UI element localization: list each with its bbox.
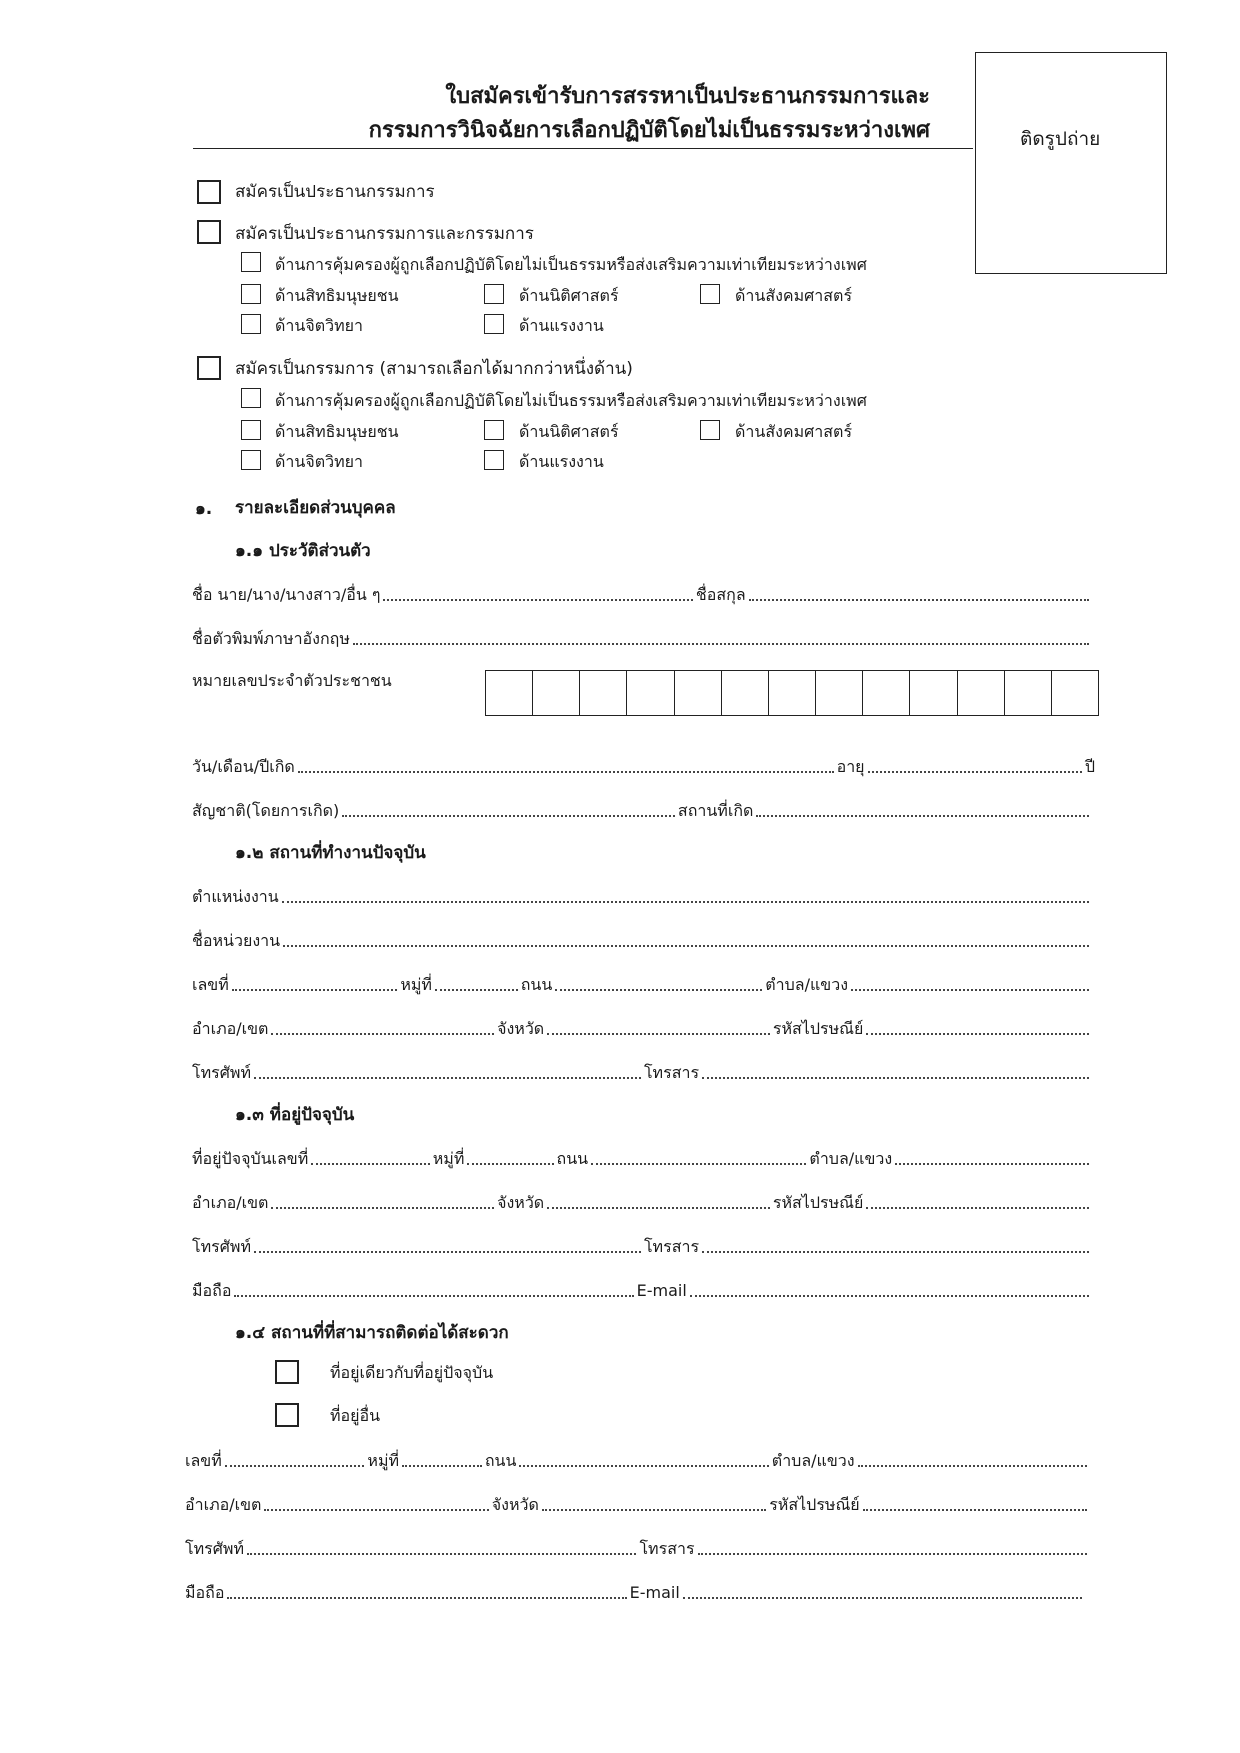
title-underline bbox=[193, 148, 973, 149]
same-address-label: ที่อยู่เดียวกับที่อยู่ปัจจุบัน bbox=[330, 1363, 494, 1382]
contact-district-label: อำเภอ/เขต bbox=[185, 1495, 262, 1514]
m-psychology-label: ด้านจิตวิทยา bbox=[275, 452, 363, 471]
id-digit-box[interactable] bbox=[533, 671, 580, 715]
home-phone-field[interactable] bbox=[254, 1251, 641, 1253]
home-phone-label: โทรศัพท์ bbox=[192, 1237, 251, 1256]
checkbox-m-psychology[interactable] bbox=[241, 450, 261, 470]
nationality-row bbox=[192, 800, 1092, 822]
work-province-field[interactable] bbox=[547, 1033, 770, 1035]
nationality-label: สัญชาติ(โดยการเกิด) bbox=[192, 801, 340, 820]
contact-province-label: จังหวัด bbox=[491, 1495, 539, 1514]
checkbox-m-law[interactable] bbox=[484, 420, 504, 440]
contact-phone-label: โทรศัพท์ bbox=[185, 1539, 244, 1558]
home-phone-row bbox=[192, 1236, 1092, 1258]
contact-road-field[interactable] bbox=[519, 1465, 768, 1467]
home-mobile-row bbox=[192, 1280, 1092, 1302]
birth-row bbox=[192, 756, 1095, 778]
id-digit-box[interactable] bbox=[627, 671, 674, 715]
m-protection-label: ด้านการคุ้มครองผู้ถูกเลือกปฏิบัติโดยไม่เป็นธรรมหรือส่งเสริมความเท่าเทียมระหว่างเพศ bbox=[275, 391, 867, 410]
contact-province-field[interactable] bbox=[542, 1509, 766, 1511]
cm-protection-label: ด้านการคุ้มครองผู้ถูกเลือกปฏิบัติโดยไม่เป็นธรรมหรือส่งเสริมความเท่าเทียมระหว่างเพศ bbox=[275, 255, 867, 274]
contact-mobile-field[interactable] bbox=[227, 1597, 626, 1599]
home-subdistrict-label: ตำบล/แขวง bbox=[809, 1149, 893, 1168]
section1-4-heading: ๑.๔ สถานที่ที่สามารถติดต่อได้สะดวก bbox=[235, 1323, 509, 1343]
checkbox-m-protection[interactable] bbox=[241, 388, 261, 408]
home-email-label: E-mail bbox=[636, 1281, 687, 1300]
id-digit-box[interactable] bbox=[722, 671, 769, 715]
id-number-label: หมายเลขประจำตัวประชาชน bbox=[192, 671, 392, 690]
cm-psychology-label: ด้านจิตวิทยา bbox=[275, 316, 363, 335]
id-digit-box[interactable] bbox=[769, 671, 816, 715]
contact-road-label: ถนน bbox=[484, 1451, 517, 1470]
checkbox-other-address[interactable] bbox=[275, 1403, 299, 1427]
work-address-row bbox=[192, 974, 1092, 996]
home-fax-label: โทรสาร bbox=[643, 1237, 700, 1256]
surname-label: ชื่อสกุล bbox=[695, 585, 746, 604]
work-district-field[interactable] bbox=[271, 1033, 494, 1035]
id-digit-box[interactable] bbox=[580, 671, 627, 715]
contact-fax-label: โทรสาร bbox=[639, 1539, 695, 1558]
nationality-field[interactable] bbox=[342, 815, 675, 817]
home-fax-field[interactable] bbox=[702, 1251, 1089, 1253]
checkbox-chair[interactable] bbox=[197, 180, 221, 204]
home-district-row bbox=[192, 1192, 1092, 1214]
contact-phone-row bbox=[185, 1538, 1090, 1560]
checkbox-cm-protection[interactable] bbox=[241, 252, 261, 272]
section1-3-heading: ๑.๓ ที่อยู่ปัจจุบัน bbox=[235, 1105, 355, 1125]
home-address-row bbox=[192, 1148, 1092, 1170]
id-digit-box[interactable] bbox=[1052, 671, 1098, 715]
contact-moo-label: หมู่ที่ bbox=[367, 1451, 400, 1470]
contact-number-field[interactable] bbox=[225, 1465, 365, 1467]
m-law-label: ด้านนิติศาสตร์ bbox=[519, 422, 619, 441]
home-subdistrict-field[interactable] bbox=[895, 1163, 1089, 1165]
checkbox-m-labour[interactable] bbox=[484, 450, 504, 470]
work-fax-label: โทรสาร bbox=[643, 1063, 700, 1082]
birth-date-field[interactable] bbox=[298, 771, 834, 773]
checkbox-same-address[interactable] bbox=[275, 1360, 299, 1384]
id-digit-box[interactable] bbox=[486, 671, 533, 715]
work-number-label: เลขที่ bbox=[192, 975, 229, 994]
home-district-label: อำเภอ/เขต bbox=[192, 1193, 269, 1212]
english-name-field[interactable] bbox=[353, 643, 1089, 645]
contact-email-field[interactable] bbox=[683, 1597, 1082, 1599]
checkbox-cm-psychology[interactable] bbox=[241, 314, 261, 334]
age-field[interactable] bbox=[868, 771, 1082, 773]
section1-number: ๑. bbox=[195, 499, 213, 519]
cm-social-label: ด้านสังคมศาสตร์ bbox=[735, 286, 853, 305]
home-number-field[interactable] bbox=[311, 1163, 429, 1165]
home-postcode-field[interactable] bbox=[866, 1207, 1089, 1209]
checkbox-m-social[interactable] bbox=[700, 420, 720, 440]
section1-1-heading: ๑.๑ ประวัติส่วนตัว bbox=[235, 541, 371, 561]
work-district-row bbox=[192, 1018, 1092, 1040]
option-chair-member-label: สมัครเป็นประธานกรรมการและกรรมการ bbox=[235, 224, 534, 244]
work-moo-label: หมู่ที่ bbox=[400, 975, 432, 994]
work-moo-field[interactable] bbox=[435, 989, 518, 991]
name-row bbox=[192, 584, 1092, 606]
agency-row bbox=[192, 930, 1092, 952]
age-label: อายุ bbox=[836, 757, 865, 776]
checkbox-cm-social[interactable] bbox=[700, 284, 720, 304]
contact-postcode-label: รหัสไปรษณีย์ bbox=[769, 1495, 860, 1514]
contact-district-row bbox=[185, 1494, 1090, 1516]
work-postcode-label: รหัสไปรษณีย์ bbox=[772, 1019, 864, 1038]
work-phone-label: โทรศัพท์ bbox=[192, 1063, 251, 1082]
cm-law-label: ด้านนิติศาสตร์ bbox=[519, 286, 619, 305]
home-mobile-label: มือถือ bbox=[192, 1281, 232, 1300]
contact-postcode-field[interactable] bbox=[863, 1509, 1087, 1511]
work-phone-row bbox=[192, 1062, 1092, 1084]
contact-number-label: เลขที่ bbox=[185, 1451, 222, 1470]
work-subdistrict-field[interactable] bbox=[851, 989, 1089, 991]
form-title-line2: กรรมการวินิจฉัยการเลือกปฏิบัติโดยไม่เป็นธรรมระหว่างเพศ bbox=[368, 118, 930, 143]
other-address-label: ที่อยู่อื่น bbox=[330, 1406, 381, 1425]
year-label: ปี bbox=[1084, 757, 1095, 776]
contact-mobile-row bbox=[185, 1582, 1085, 1604]
home-email-field[interactable] bbox=[690, 1295, 1089, 1297]
id-digit-box[interactable] bbox=[675, 671, 722, 715]
contact-moo-field[interactable] bbox=[402, 1465, 482, 1467]
home-road-label: ถนน bbox=[556, 1149, 589, 1168]
home-moo-field[interactable] bbox=[467, 1163, 553, 1165]
checkbox-cm-labour[interactable] bbox=[484, 314, 504, 334]
option-member-label: สมัครเป็นกรรมการ (สามารถเลือกได้มากกว่าหนึ่งด้าน) bbox=[235, 359, 633, 379]
work-postcode-field[interactable] bbox=[866, 1033, 1089, 1035]
surname-field[interactable] bbox=[749, 599, 1089, 601]
photo-label: ติดรูปถ่าย bbox=[1020, 128, 1101, 150]
work-number-field[interactable] bbox=[232, 989, 398, 991]
position-row bbox=[192, 886, 1092, 908]
id-digit-box[interactable] bbox=[910, 671, 957, 715]
work-phone-field[interactable] bbox=[254, 1077, 641, 1079]
work-fax-field[interactable] bbox=[702, 1077, 1089, 1079]
home-number-label: ที่อยู่ปัจจุบันเลขที่ bbox=[192, 1149, 309, 1168]
work-district-label: อำเภอ/เขต bbox=[192, 1019, 269, 1038]
checkbox-member[interactable] bbox=[197, 356, 221, 380]
contact-district-field[interactable] bbox=[264, 1509, 488, 1511]
work-road-label: ถนน bbox=[520, 975, 553, 994]
id-digit-box[interactable] bbox=[816, 671, 863, 715]
birth-date-label: วัน/เดือน/ปีเกิด bbox=[192, 757, 295, 776]
photo-box bbox=[975, 52, 1167, 274]
home-mobile-field[interactable] bbox=[234, 1295, 633, 1297]
id-number-boxes[interactable] bbox=[485, 670, 1099, 716]
checkbox-m-human-rights[interactable] bbox=[241, 420, 261, 440]
work-subdistrict-label: ตำบล/แขวง bbox=[765, 975, 849, 994]
home-postcode-label: รหัสไปรษณีย์ bbox=[772, 1193, 864, 1212]
contact-phone-field[interactable] bbox=[247, 1553, 636, 1555]
checkbox-cm-human-rights[interactable] bbox=[241, 284, 261, 304]
cm-human-rights-label: ด้านสิทธิมนุษยชน bbox=[275, 286, 399, 305]
contact-fax-field[interactable] bbox=[698, 1553, 1087, 1555]
home-moo-label: หมู่ที่ bbox=[432, 1149, 465, 1168]
contact-subdistrict-label: ตำบล/แขวง bbox=[771, 1451, 855, 1470]
agency-field[interactable] bbox=[283, 945, 1089, 947]
m-social-label: ด้านสังคมศาสตร์ bbox=[735, 422, 853, 441]
position-label: ตำแหน่งงาน bbox=[192, 887, 279, 906]
name-field[interactable] bbox=[383, 599, 692, 601]
home-district-field[interactable] bbox=[271, 1207, 494, 1209]
contact-email-label: E-mail bbox=[629, 1583, 680, 1602]
work-province-label: จังหวัด bbox=[497, 1019, 545, 1038]
option-chair-label: สมัครเป็นประธานกรรมการ bbox=[235, 182, 435, 202]
english-name-row bbox=[192, 628, 1092, 650]
work-road-field[interactable] bbox=[555, 989, 762, 991]
home-road-field[interactable] bbox=[591, 1163, 806, 1165]
contact-mobile-label: มือถือ bbox=[185, 1583, 225, 1602]
name-label: ชื่อ นาย/นาง/นางสาว/อื่น ๆ bbox=[192, 585, 381, 604]
m-labour-label: ด้านแรงงาน bbox=[519, 452, 604, 471]
cm-labour-label: ด้านแรงงาน bbox=[519, 316, 604, 335]
birthplace-label: สถานที่เกิด bbox=[677, 801, 754, 820]
birthplace-field[interactable] bbox=[756, 815, 1089, 817]
contact-subdistrict-field[interactable] bbox=[858, 1465, 1087, 1467]
home-province-field[interactable] bbox=[547, 1207, 770, 1209]
section1-heading: รายละเอียดส่วนบุคคล bbox=[235, 498, 396, 518]
id-digit-box[interactable] bbox=[863, 671, 910, 715]
agency-label: ชื่อหน่วยงาน bbox=[192, 931, 281, 950]
id-digit-box[interactable] bbox=[1005, 671, 1052, 715]
checkbox-chair-member[interactable] bbox=[197, 220, 221, 244]
checkbox-cm-law[interactable] bbox=[484, 284, 504, 304]
home-province-label: จังหวัด bbox=[497, 1193, 545, 1212]
section1-2-heading: ๑.๒ สถานที่ทำงานปัจจุบัน bbox=[235, 843, 426, 863]
id-digit-box[interactable] bbox=[958, 671, 1005, 715]
contact-address-row bbox=[185, 1450, 1090, 1472]
position-field[interactable] bbox=[282, 901, 1089, 903]
english-name-label: ชื่อตัวพิมพ์ภาษาอังกฤษ bbox=[192, 629, 350, 648]
form-title-line1: ใบสมัครเข้ารับการสรรหาเป็นประธานกรรมการและ bbox=[445, 84, 930, 109]
m-human-rights-label: ด้านสิทธิมนุษยชน bbox=[275, 422, 399, 441]
